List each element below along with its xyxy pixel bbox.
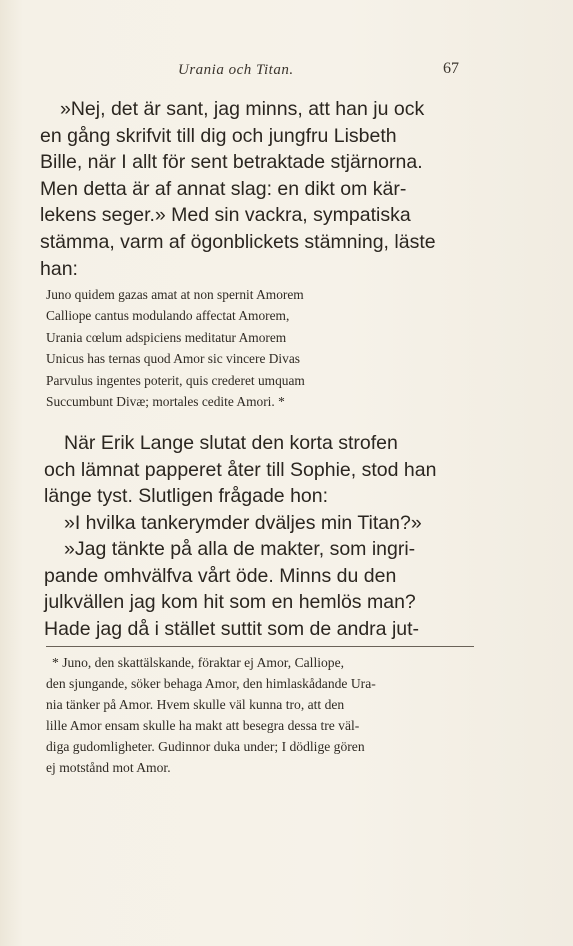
text-line: han: (40, 257, 78, 280)
footnote-line: lille Amor ensam skulle ha makt att besegra dessa tre väl- (46, 718, 360, 733)
text-line: länge tyst. Slutligen frågade hon: (44, 485, 329, 508)
footnote-divider (46, 646, 474, 647)
page-number: 67 (443, 60, 459, 77)
footnote-line: nia tänker på Amor. Hvem skulle väl kunna tro, att den (46, 697, 345, 712)
text-line: stämma, varm af ögonblickets stämning, läste (40, 230, 436, 253)
footnote (46, 652, 476, 778)
paragraph-1 (40, 96, 480, 282)
poem-line: Unicus has ternas quod Amor sic vincere Divas (46, 351, 300, 367)
footnote-line: diga gudomligheter. Gudinnor duka under; I dödlige gören (46, 739, 365, 754)
text-line: julkvällen jag kom hit som en hemlös man? (44, 591, 416, 614)
poem-line: Parvulus ingentes poterit, quis crederet umquam (46, 372, 305, 388)
poem-line: Succumbunt Divæ; mortales cedite Amori. * (46, 394, 285, 410)
text-line: »Nej, det är sant, jag minns, att han ju ock (60, 98, 425, 120)
paragraph-3 (44, 510, 484, 537)
paragraph-4 (44, 536, 484, 642)
text-line: »Jag tänkte på alla de makter, som ingri- (64, 538, 416, 560)
text-line: en gång skrifvit till dig och jungfru Lisbeth (40, 124, 397, 147)
latin-poem (46, 284, 476, 412)
running-title: Urania och Titan. (178, 62, 294, 78)
paragraph-2 (44, 430, 484, 510)
poem-line: Urania cœlum adspiciens meditatur Amorem (46, 329, 287, 345)
text-line: och lämnat papperet åter till Sophie, stod han (44, 458, 437, 481)
text-line: lekens seger.» Med sin vackra, sympatiska (40, 204, 411, 227)
text-line: Bille, när I allt för sent betraktade stjärnorna. (40, 151, 423, 174)
text-line: pande omhvälfva vårt öde. Minns du den (44, 564, 397, 587)
poem-line: Juno quidem gazas amat at non spernit Amorem (46, 287, 304, 302)
footnote-line: den sjungande, söker behaga Amor, den himlaskådande Ura- (46, 676, 376, 691)
text-line: »I hvilka tankerymder dväljes min Titan?» (64, 512, 422, 534)
poem-line: Calliope cantus modulando affectat Amorem, (46, 308, 290, 324)
text-line: Hade jag då i stället suttit som de andra jut- (44, 617, 420, 640)
text-line: När Erik Lange slutat den korta strofen (64, 432, 398, 454)
footnote-line: * Juno, den skattälskande, föraktar ej Amor, Calliope, (52, 655, 345, 670)
text-line: Men detta är af annat slag: en dikt om kär- (40, 177, 407, 200)
footnote-line: ej motstånd mot Amor. (46, 760, 171, 775)
